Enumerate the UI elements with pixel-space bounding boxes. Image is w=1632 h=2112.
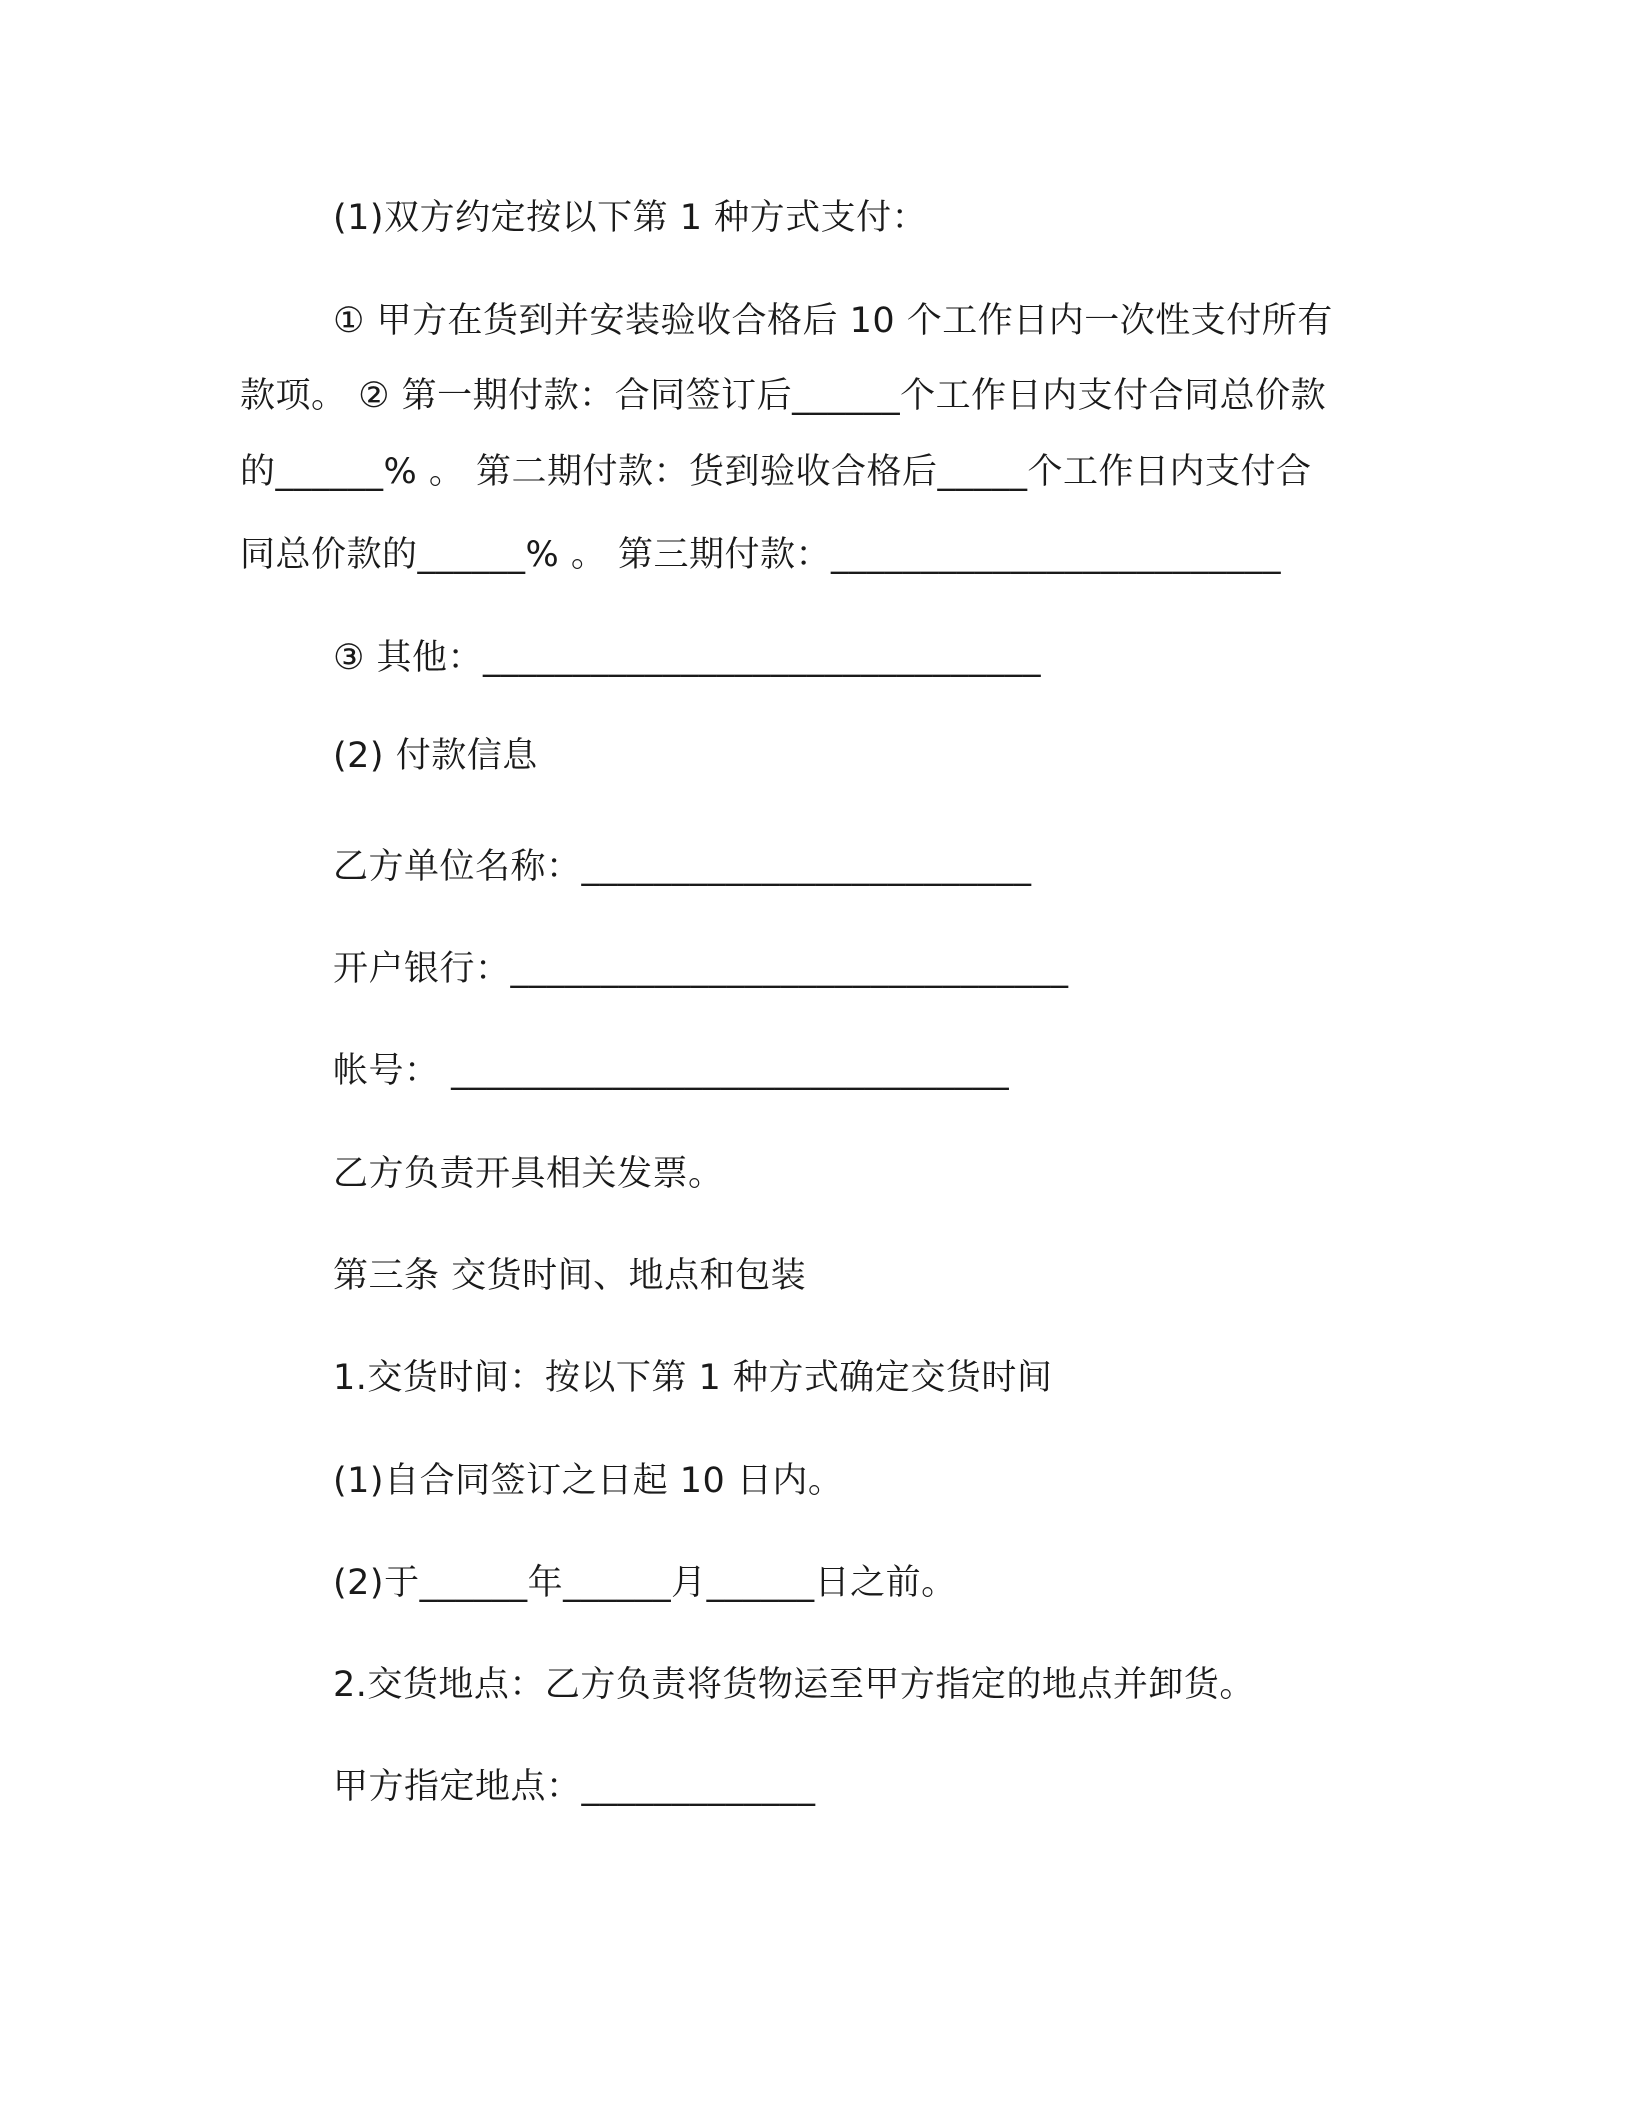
payee-name-line: 乙方单位名称：_________________________ <box>333 847 1032 887</box>
delivery-time-heading: 1.交货时间：按以下第 1 种方式确定交货时间 <box>333 1358 1053 1398</box>
designated-place-line: 甲方指定地点：_____________ <box>333 1767 816 1807</box>
delivery-option-1: (1)自合同签订之日起 10 日内。 <box>333 1461 844 1501</box>
other-option-line: ③ 其他：_______________________________ <box>333 638 1042 678</box>
payment-para-line-2: 款项。 ② 第一期付款：合同签订后______个工作日内支付合同总价款 <box>240 376 1327 416</box>
payment-info-heading: (2) 付款信息 <box>333 736 538 776</box>
bank-line: 开户银行：_______________________________ <box>333 949 1069 989</box>
delivery-option-2: (2)于______年______月______日之前。 <box>333 1563 957 1603</box>
payment-para-line-4: 同总价款的______% 。 第三期付款：_________________________ <box>240 535 1282 575</box>
article-3-heading: 第三条 交货时间、地点和包装 <box>333 1256 807 1296</box>
payment-method-heading: (1)双方约定按以下第 1 种方式支付： <box>333 198 928 238</box>
delivery-place-line: 2.交货地点：乙方负责将货物运至甲方指定的地点并卸货。 <box>333 1665 1255 1705</box>
payment-para-line-3: 的______% 。 第二期付款：货到验收合格后_____个工作日内支付合 <box>240 452 1312 492</box>
payment-para-line-1: ① 甲方在货到并安装验收合格后 10 个工作日内一次性支付所有 <box>333 301 1333 341</box>
account-number-line: 帐号： _______________________________ <box>333 1051 1010 1091</box>
invoice-note: 乙方负责开具相关发票。 <box>333 1154 724 1194</box>
